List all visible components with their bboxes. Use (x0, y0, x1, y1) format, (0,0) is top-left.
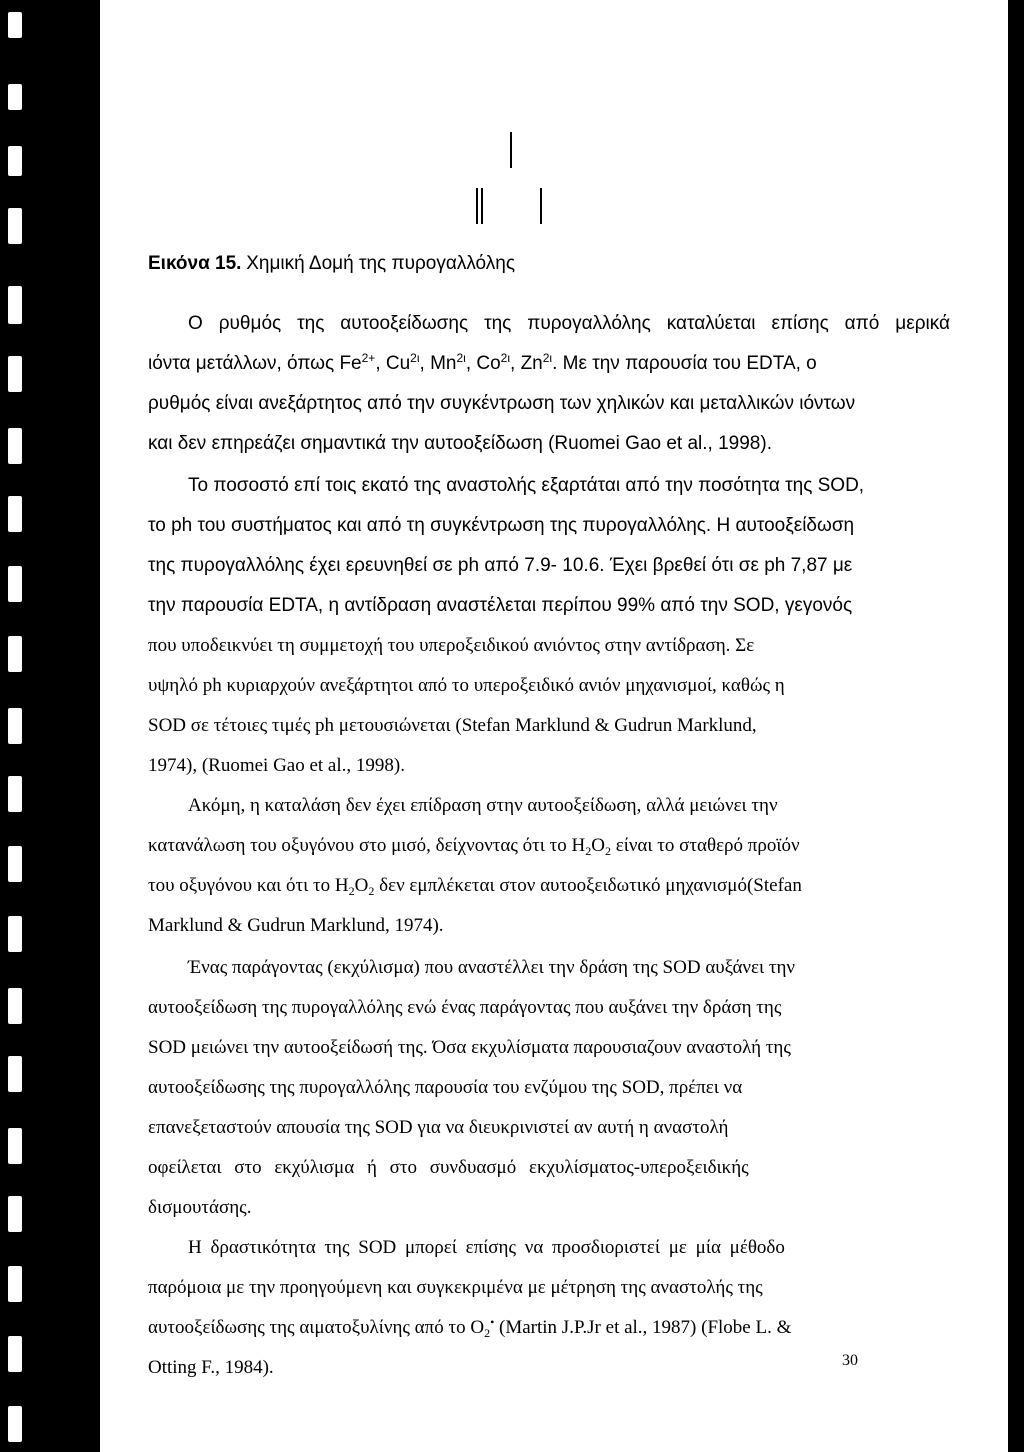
text-line: οφείλεται στο εκχύλισμα ή στο συνδυασμό εκχυλίσματος-υπεροξειδικής (148, 1157, 749, 1178)
binding-hole (8, 1056, 22, 1092)
structure-mark (540, 188, 542, 224)
text-line-content: Ο ρυθμός της αυτοοξείδωσης της πυρογαλλόλης καταλύεται επίσης από μερικά (188, 313, 950, 334)
text-line (188, 314, 950, 333)
text-line-h2o2: του οξυγόνου και ότι το $H_2O_2$ δεν εμπλέκεται στον αυτοοξειδωτικό μηχανισμό(Stefan (148, 875, 802, 898)
text-line: που υποδεικνύει τη συμμετοχή του υπεροξειδικού ανιόντος στην αντίδραση. Σε (148, 635, 755, 656)
text-line: SOD μειώνει την αυτοοξείδωσή της. Όσα εκχυλίσματα παρουσιαζουν αναστολή της (148, 1037, 791, 1058)
text-line: δισμουτάσης. (148, 1197, 252, 1218)
text-line: Το ποσοστό επί τοις εκατό της αναστολής εξαρτάται από την ποσότητα της SOD, (188, 475, 865, 496)
binding-hole (8, 776, 22, 812)
binding-strip (0, 0, 100, 1452)
text-line: της πυρογαλλόλης έχει ερευνηθεί σε ph από 7.9- 10.6. Έχει βρεθεί ότι σε ph 7,87 με (148, 555, 853, 576)
text-line: Ακόμη, η καταλάση δεν έχει επίδραση στην αυτοοξείδωση, αλλά μειώνει την (188, 795, 778, 816)
text-line: Marklund & Gudrun Marklund, 1974). (148, 915, 444, 936)
binding-hole (8, 1196, 22, 1232)
text-line: την παρουσία EDTA, η αντίδραση αναστέλεται περίπου 99% από την SOD, γεγονός (148, 595, 853, 616)
structure-mark (510, 132, 512, 168)
binding-hole (8, 1266, 22, 1302)
binding-hole (8, 84, 22, 110)
text-line: SOD σε τέτοιες τιμές ph μετουσιώνεται (Stefan Marklund & Gudrun Marklund, (148, 715, 757, 736)
text-line-o2: αυτοοξείδωσης της αιματοξυλίνης από το $O_2^•$ (Martin J.P.Jr et al., 1987) (Flobe L. & (148, 1315, 792, 1340)
text-line: παρόμοια με την προηγούμενη και συγκεκριμένα με μέτρηση της αναστολής της (148, 1277, 763, 1298)
binding-hole (8, 428, 22, 464)
binding-hole (8, 988, 22, 1024)
caption-label: Εικόνα 15. (148, 253, 242, 274)
text-line-ions (148, 351, 950, 374)
binding-hole (8, 1336, 22, 1372)
text-line: αυτοοξείδωσης της πυρογαλλόλης παρουσία του ενζύμου της SOD, πρέπει να (148, 1077, 743, 1098)
binding-hole (8, 146, 22, 176)
binding-hole (8, 916, 22, 952)
binding-hole (8, 496, 22, 532)
binding-hole (8, 708, 22, 744)
text-line: το ph του συστήματος και από τη συγκέντρωση της πυρογαλλόλης. Η αυτοοξείδωση (148, 515, 855, 536)
text-line: Ένας παράγοντας (εκχύλισμα) που αναστέλλει την δράση της SOD αυξάνει την (188, 957, 795, 978)
binding-hole (8, 1128, 22, 1164)
text-line: Η δραστικότητα της SOD μπορεί επίσης να προσδιοριστεί με μία μέθοδο (188, 1237, 785, 1258)
text-line: ρυθμός είναι ανεξάρτητος από την συγκέντρωση των χηλικών και μεταλλικών ιόντων (148, 393, 856, 414)
text-line: αυτοοξείδωση της πυρογαλλόλης ενώ ένας παράγοντας που αυξάνει την δράση της (148, 997, 782, 1018)
text-line: επανεξεταστούν απουσία της SOD για να διευκρινιστεί αν αυτή η αναστολή (148, 1117, 729, 1138)
text-line: και δεν επηρεάζει σημαντικά την αυτοοξείδωση (Ruomei Gao et al., 1998). (148, 433, 772, 454)
caption-text: Χημική Δομή της πυρογαλλόλης (246, 253, 515, 274)
text-line-h2o2: κατανάλωση του οξυγόνου στο μισό, δείχνοντας ότι το $H_2O_2$ είναι το σταθερό προϊόν (148, 835, 800, 858)
binding-hole (8, 636, 22, 672)
binding-hole (8, 12, 22, 38)
text-line-content: ιόντα μετάλλων, όπως $Fe^{2+}$, $Cu^{2\iota}$, $Mn^{2\iota}$, $Co^{2\iota}$, $Zn^{2\iota}$. Με την παρουσία του EDTA, ο (148, 351, 817, 374)
page-number: 30 (842, 1352, 858, 1369)
scan-edge (1008, 0, 1024, 1452)
structure-mark (476, 188, 478, 224)
binding-hole (8, 286, 22, 324)
structure-mark (481, 188, 483, 224)
binding-hole (8, 1406, 22, 1442)
binding-hole (8, 356, 22, 392)
text-line: 1974), (Ruomei Gao et al., 1998). (148, 755, 405, 776)
figure-caption (148, 253, 515, 275)
binding-hole (8, 566, 22, 602)
binding-hole (8, 208, 22, 244)
text-line: υψηλό ph κυριαρχούν ανεξάρτητοι από το υπεροξειδικό ανιόν μηχανισμοί, καθώς η (148, 675, 785, 696)
text-line: Otting F., 1984). (148, 1357, 274, 1378)
binding-hole (8, 846, 22, 882)
